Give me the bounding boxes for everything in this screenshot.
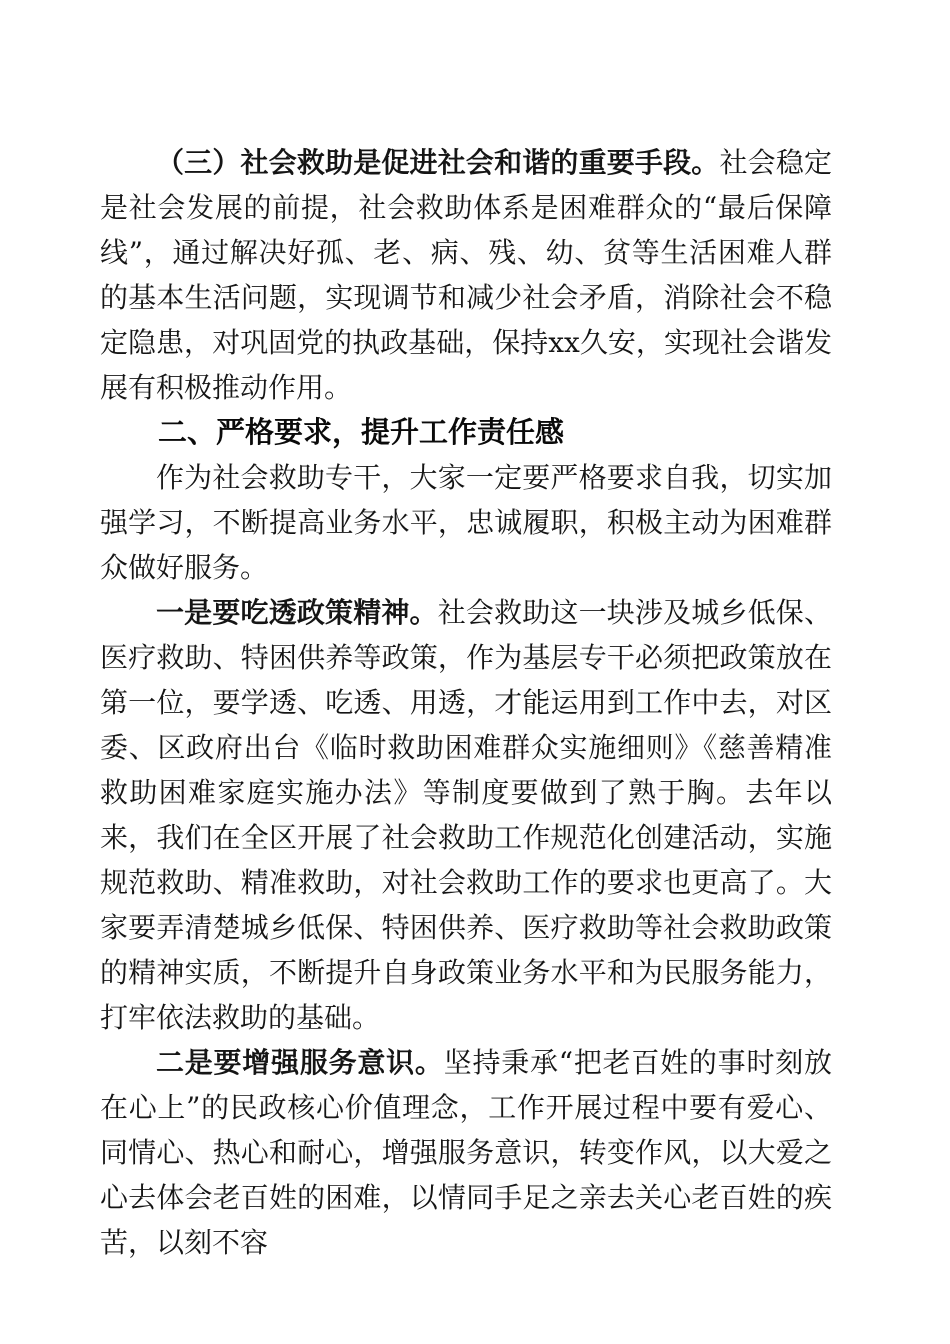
- paragraph-text: 坚持秉承“把老百姓的事时刻放在心上”的民政核心价值理念，工作开展过程中要有爱心、同情心、热心和耐心，增强服务意识，转变作风，以大爱之心去体会老百姓的困难，以情同手足之亲去关心老百姓的疾苦，以刻不容: [100, 1046, 832, 1259]
- paragraph-point-1: [100, 590, 832, 1040]
- paragraph-lead: （三）社会救助是促进社会和谐的重要手段。: [156, 146, 720, 179]
- paragraph-lead: 一是要吃透政策精神。: [156, 596, 438, 629]
- paragraph-text: 社会救助这一块涉及城乡低保、医疗救助、特困供养等政策，作为基层专干必须把政策放在第一位，要学透、吃透、用透，才能运用到工作中去，对区委、区政府出台《临时救助困难群众实施细则》《慈善精准救助困难家庭实施办法》等制度要做到了熟于胸。去年以来，我们在全区开展了社会救助工作规范化创建活动，实施规范救助、精准救助，对社会救助工作的要求也更高了。大家要弄清楚城乡低保、特困供养、医疗救助等社会救助政策的精神实质，不断提升自身政策业务水平和为民服务能力，打牢依法救助的基础。: [100, 596, 832, 1034]
- paragraph-lead: 二是要增强服务意识。: [156, 1046, 444, 1079]
- paragraph-section-3: [100, 140, 832, 410]
- paragraph-text: 社会稳定是社会发展的前提，社会救助体系是困难群众的“最后保障线”，通过解决好孤、老、病、残、幼、贫等生活困难人群的基本生活问题，实现调节和减少社会矛盾，消除社会不稳定隐患，对巩固党的执政基础，保持xx久安，实现社会谐发展有积极推动作用。: [100, 146, 832, 404]
- section-heading: 二、严格要求，提升工作责任感: [158, 415, 565, 449]
- paragraph-text: 作为社会救助专干，大家一定要严格要求自我，切实加强学习，不断提高业务水平，忠诚履职，积极主动为困难群众做好服务。: [100, 461, 832, 584]
- document-body: [100, 140, 832, 1265]
- paragraph-intro: [100, 455, 832, 590]
- paragraph-point-2: [100, 1040, 832, 1265]
